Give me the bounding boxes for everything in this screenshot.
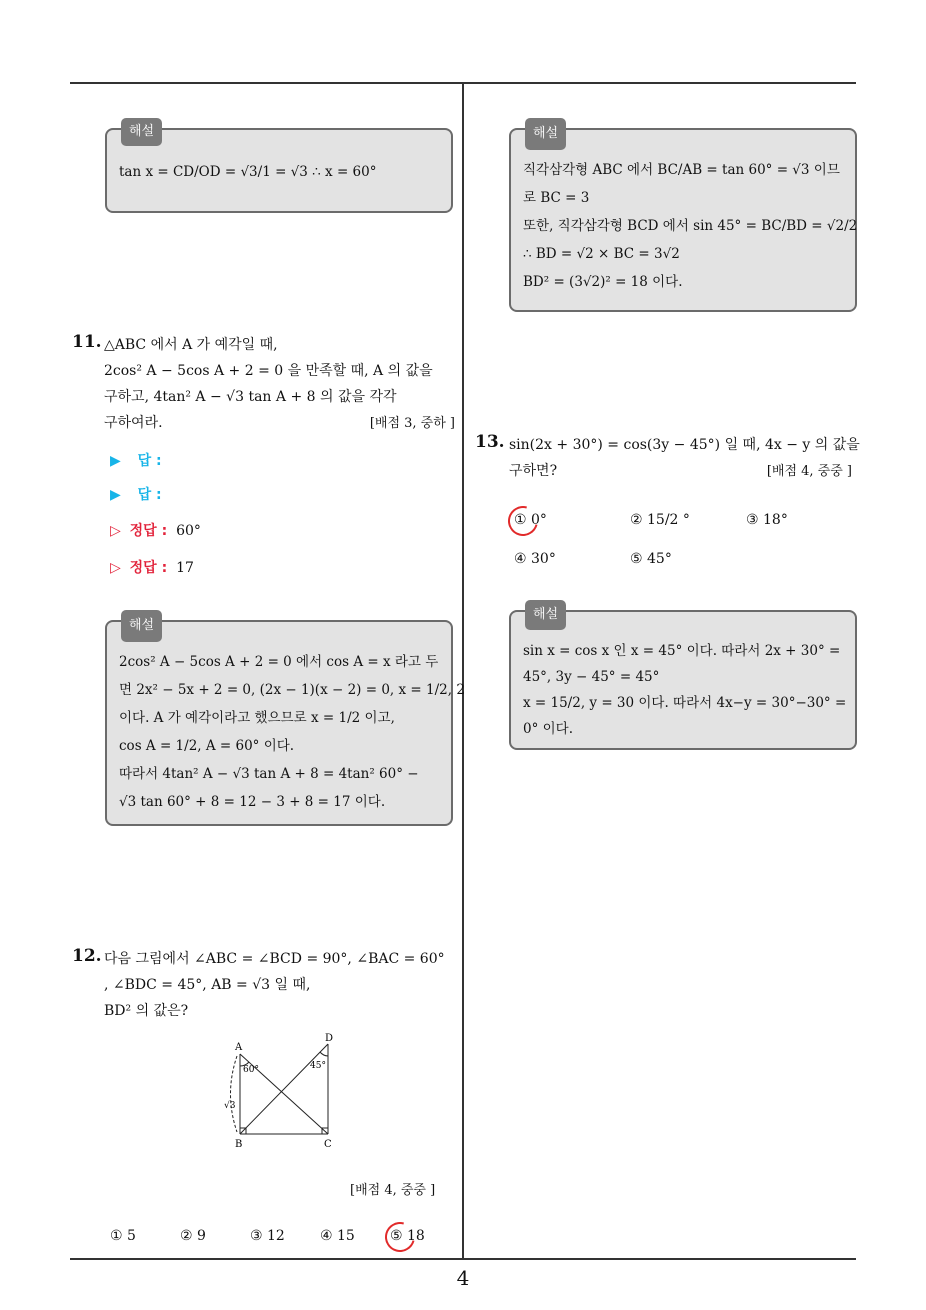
solution-line: 따라서 4tan² A − √3 tan A + 8 = 4tan² 60° − [119, 766, 419, 782]
solution-box-q12 [509, 128, 857, 312]
question-number: 11. [72, 332, 102, 352]
choice-1[interactable]: ① 5 [110, 1228, 136, 1244]
solution-line: BD² = (3√2)² = 18 이다. [523, 274, 683, 290]
choice-1[interactable]: ① 0° [514, 512, 547, 528]
solution-tag: 해설 [525, 118, 566, 150]
question-line: 구하고, 4tan² A − √3 tan A + 8 의 값을 각각 [104, 389, 397, 405]
choice-5[interactable]: ⑤ 45° [630, 551, 672, 567]
choice-2[interactable]: ② 15/2 ° [630, 512, 690, 528]
solution-line: ∴ BD = √2 × BC = 3√2 [523, 246, 680, 262]
label-c: C [324, 1139, 332, 1150]
question-11 [72, 332, 457, 436]
solution-line: 로 BC = 3 [523, 190, 590, 206]
answer-label: 답 : [137, 487, 162, 503]
score-label: [배점 4, 중중 ] [350, 1183, 436, 1198]
bottom-rule [70, 1258, 856, 1260]
play-icon: ▶ [110, 453, 121, 469]
choice-3[interactable]: ③ 18° [746, 512, 788, 528]
solution-line: tan x = CD/OD = √3/1 = √3 ∴ x = 60° [119, 164, 377, 180]
play-icon: ▶ [110, 487, 121, 503]
solution-box-q13 [509, 607, 857, 750]
answer-row [110, 450, 162, 470]
label-b: B [235, 1139, 243, 1150]
correct-answer-row [110, 520, 201, 540]
solution-tag: 해설 [121, 118, 162, 146]
solution-line: 또한, 직각삼각형 BCD 에서 sin 45° = BC/BD = √2/2 [523, 218, 858, 234]
solution-line: sin x = cos x 인 x = 45° 이다. 따라서 2x + 30° = [523, 643, 841, 659]
solution-box-q10 [105, 124, 453, 213]
question-line: △ABC 에서 A 가 예각일 때, [104, 337, 278, 353]
question-line: 2cos² A − 5cos A + 2 = 0 을 만족할 때, A 의 값을 [104, 363, 433, 379]
question-line: 다음 그림에서 ∠ABC = ∠BCD = 90°, ∠BAC = 60° [104, 951, 445, 967]
column-divider [462, 83, 464, 1258]
solution-line: x = 15/2, y = 30 이다. 따라서 4x−y = 30°−30° = [523, 695, 847, 711]
play-outline-icon: ▷ [110, 560, 121, 576]
selected-answer-circle-icon [380, 1217, 421, 1258]
selected-answer-circle-icon [503, 501, 544, 542]
solution-line: 면 2x² − 5x + 2 = 0, (2x − 1)(x − 2) = 0, x = 1/2, 2 [119, 682, 465, 698]
angle-d-label: 45° [310, 1061, 326, 1071]
question-line: BD² 의 값은? [104, 1003, 189, 1019]
question-line: 구하여라. [104, 415, 163, 431]
question-number: 13. [475, 432, 505, 452]
question-13 [475, 432, 860, 484]
triangle-figure [220, 1030, 350, 1155]
correct-answer-label: 정답 : [129, 560, 168, 576]
solution-tag: 해설 [525, 600, 566, 630]
question-12 [72, 946, 457, 1024]
page-number: 4 [456, 1266, 470, 1290]
correct-answer-value: 17 [176, 560, 194, 576]
score-label: [배점 3, 중하 ] [369, 416, 455, 431]
answer-row [110, 484, 162, 504]
correct-answer-label: 정답 : [129, 523, 168, 539]
solution-tag: 해설 [121, 610, 162, 642]
solution-line: 2cos² A − 5cos A + 2 = 0 에서 cos A = x 라고 두 [119, 654, 439, 670]
solution-line: cos A = 1/2, A = 60° 이다. [119, 738, 295, 754]
question-text [104, 946, 457, 1024]
choice-4[interactable]: ④ 30° [514, 551, 556, 567]
label-a: A [235, 1042, 243, 1053]
side-ab-label: √3 [224, 1101, 236, 1111]
choice-2[interactable]: ② 9 [180, 1228, 206, 1244]
angle-a-label: 60° [243, 1065, 259, 1075]
solution-box-q11 [105, 618, 465, 826]
label-d: D [325, 1033, 334, 1044]
score-label: [배점 4, 중중 ] [766, 464, 852, 479]
correct-answer-value: 60° [176, 523, 201, 539]
choice-5[interactable]: ⑤ 18 [390, 1228, 425, 1244]
question-number: 12. [72, 946, 102, 966]
solution-line: 0° 이다. [523, 721, 574, 737]
question-line: , ∠BDC = 45°, AB = √3 일 때, [104, 977, 311, 993]
solution-line: √3 tan 60° + 8 = 12 − 3 + 8 = 17 이다. [119, 794, 386, 810]
solution-line: 45°, 3y − 45° = 45° [523, 669, 660, 685]
play-outline-icon: ▷ [110, 523, 121, 539]
answer-label: 답 : [137, 453, 162, 469]
choice-3[interactable]: ③ 12 [250, 1228, 285, 1244]
choice-4[interactable]: ④ 15 [320, 1228, 355, 1244]
question-line: 구하면? [509, 463, 558, 479]
solution-line: 직각삼각형 ABC 에서 BC/AB = tan 60° = √3 이므 [523, 162, 840, 178]
question-line: sin(2x + 30°) = cos(3y − 45°) 일 때, 4x − y 의 값을 [509, 437, 860, 453]
solution-line: 이다. A 가 예각이라고 했으므로 x = 1/2 이고, [119, 710, 395, 726]
correct-answer-row [110, 557, 194, 577]
